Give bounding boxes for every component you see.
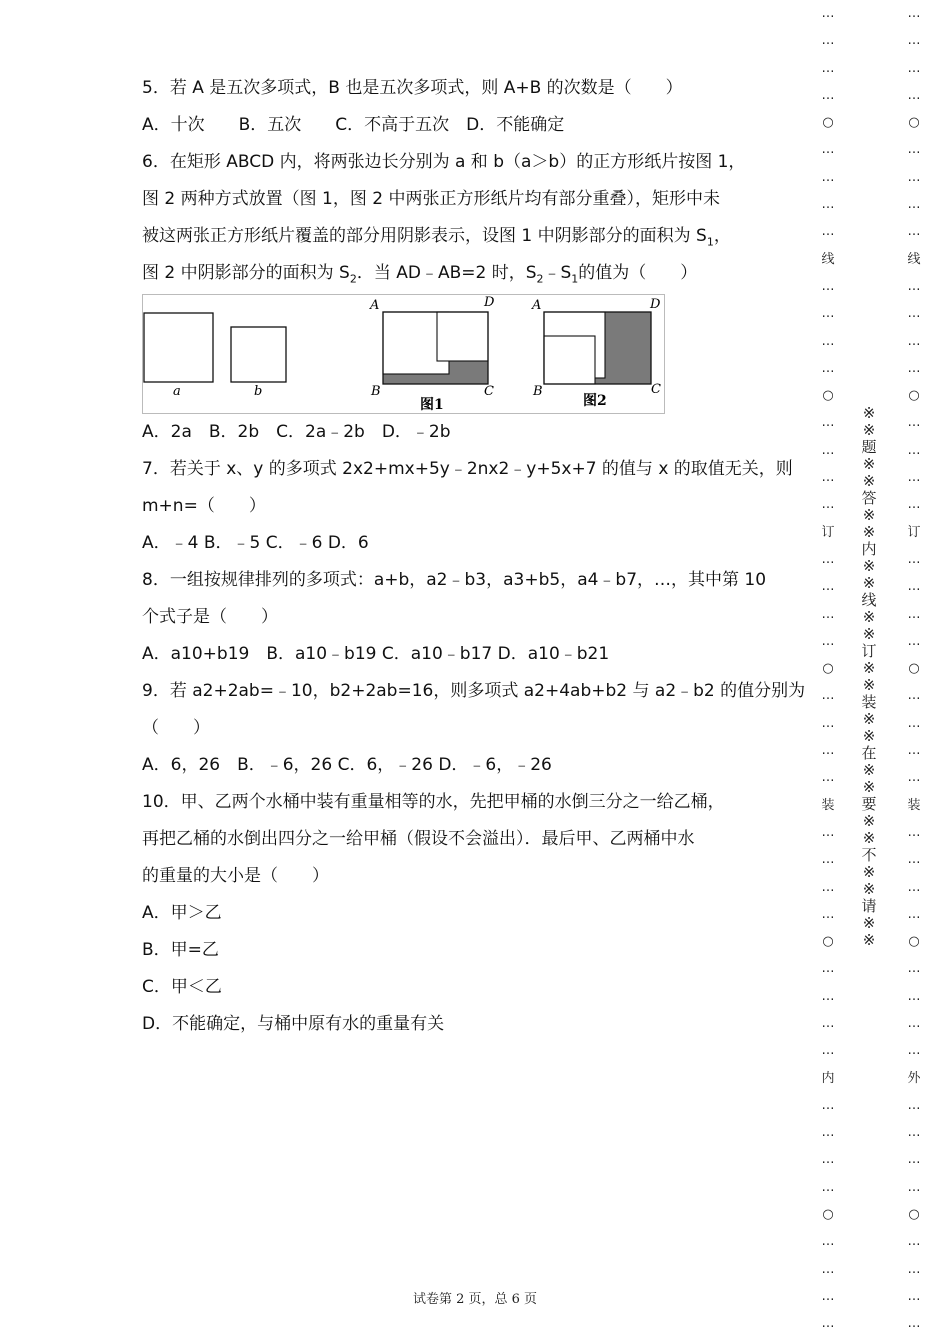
margin-inner-mark-2: … [821, 60, 835, 76]
warning-char-8: 内 [861, 540, 877, 558]
warning-char-16: ※ [862, 676, 876, 694]
margin-inner-mark-41: … [821, 1125, 835, 1141]
margin-outer-mark-9: 线 [907, 251, 921, 267]
fig1-label-C: C [484, 384, 494, 399]
margin-outer-mark-42: … [907, 1152, 921, 1168]
q6-l4-a: 图 2 中阴影部分的面积为 S [142, 263, 350, 283]
margin-inner-mark-26: … [821, 715, 835, 731]
warning-char-15: ※ [862, 659, 876, 677]
margin-inner-mark-39: 内 [821, 1070, 835, 1086]
margin-outer-mark-27: … [907, 743, 921, 759]
warning-char-27: ※ [862, 863, 876, 881]
fig2-square-b [544, 336, 595, 384]
question-6-line-3 [142, 218, 777, 255]
margin-inner-mark-28: … [821, 770, 835, 786]
label-b: b [254, 384, 263, 399]
margin-inner-mark-17: … [821, 470, 835, 486]
margin-outer-mark-4: ○ [908, 115, 920, 131]
question-8-stem-2: 个式子是（ ） [142, 607, 278, 627]
margin-outer-mark-21: … [907, 579, 921, 595]
margin-inner-mark-19: 订 [821, 524, 835, 540]
margin-outer-mark-10: … [907, 278, 921, 294]
warning-char-7: ※ [862, 523, 876, 541]
warning-char-22: ※ [862, 778, 876, 796]
margin-outer-mark-11: … [907, 306, 921, 322]
question-6-line-1: 6．在矩形 ABCD 内，将两张边长分别为 a 和 b（a＞b）的正方形纸片按图 1， [142, 152, 746, 172]
margin-inner-mark-23: … [821, 633, 835, 649]
warning-char-11: 线 [861, 591, 877, 609]
margin-outer-mark-20: … [907, 551, 921, 567]
margin-outer-mark-24: ○ [908, 661, 920, 677]
question-7-stem: 7．若关于 x、y 的多项式 2x2+mx+5y﹣2nx2﹣y+5x+7 的值与 x 的取值无关，则 [142, 459, 793, 479]
margin-outer-mark-33: … [907, 906, 921, 922]
warning-char-25: ※ [862, 829, 876, 847]
margin-outer-mark-41: … [907, 1125, 921, 1141]
margin-outer-mark-16: … [907, 442, 921, 458]
warning-char-17: 装 [861, 693, 877, 711]
margin-inner-mark-43: … [821, 1179, 835, 1195]
margin-inner-mark-20: … [821, 551, 835, 567]
margin-inner-mark-13: … [821, 360, 835, 376]
question-9-stem: 9．若 a2+2ab=﹣10，b2+2ab=16，则多项式 a2+4ab+b2 与 a2﹣b2 的值分别为 [142, 681, 806, 701]
page-footer: 试卷第 2 页，总 6 页 [412, 1292, 538, 1307]
margin-inner-mark-0: … [821, 6, 835, 21]
margin-inner-mark-44: ○ [822, 1207, 834, 1223]
question-10-line-2: 再把乙桶的水倒出四分之一给甲桶（假设不会溢出）．最后甲、乙两桶中水 [142, 829, 695, 849]
warning-char-1: ※ [862, 421, 876, 439]
question-10-option-a: A．甲＞乙 [142, 903, 222, 923]
question-9-options: A．6，26 B．﹣6，26 C．6，﹣26 D．﹣6，﹣26 [142, 755, 552, 775]
margin-outer-mark-23: … [907, 633, 921, 649]
margin-inner-mark-5: … [821, 142, 835, 158]
question-list [142, 70, 806, 1043]
fig1-square-b [437, 312, 488, 361]
fig1-label-D: D [484, 295, 495, 310]
margin-inner-mark-29: 装 [821, 797, 835, 813]
warning-char-3: ※ [862, 455, 876, 473]
question-6-options: A．2a B．2b C．2a﹣2b D．﹣2b [142, 422, 451, 442]
margin-inner-mark-15: … [821, 415, 835, 431]
warning-char-28: ※ [862, 880, 876, 898]
margin-outer-mark-15: … [907, 415, 921, 431]
margin-outer-mark-30: … [907, 824, 921, 840]
margin-outer-mark-19: 订 [907, 524, 921, 540]
fig1-label-A: A [370, 298, 380, 313]
question-6-line-4 [142, 255, 777, 292]
margin-inner-mark-16: … [821, 442, 835, 458]
margin-outer-mark-6: … [907, 169, 921, 185]
margin-inner-mark-31: … [821, 852, 835, 868]
warning-char-29: 请 [861, 897, 877, 915]
question-7-stem-2: m+n=（ ） [142, 496, 266, 516]
margin-outer-mark-13: … [907, 360, 921, 376]
margin-inner-mark-3: … [821, 87, 835, 103]
margin-inner-mark-12: … [821, 333, 835, 349]
warning-char-13: ※ [862, 625, 876, 643]
q6-l3-text: 被这两张正方形纸片覆盖的部分用阴影表示，设图 1 中阴影部分的面积为 S [142, 226, 707, 246]
margin-outer-mark-45: … [907, 1234, 921, 1250]
warning-char-21: ※ [862, 761, 876, 779]
margin-inner-mark-25: … [821, 688, 835, 704]
margin-outer-mark-31: … [907, 852, 921, 868]
margin-outer-mark-40: … [907, 1097, 921, 1113]
warning-char-20: 在 [861, 744, 877, 762]
q6-l3-post: ， [713, 226, 731, 246]
binding-margin-outer [902, 0, 926, 1344]
fig2-label-B: B [533, 384, 543, 399]
margin-inner-mark-32: … [821, 879, 835, 895]
margin-inner-mark-30: … [821, 824, 835, 840]
warning-char-18: ※ [862, 710, 876, 728]
margin-outer-mark-47: … [907, 1288, 921, 1304]
square-b [231, 327, 286, 382]
margin-outer-mark-12: … [907, 333, 921, 349]
warning-char-31: ※ [862, 931, 876, 949]
warning-char-23: 要 [861, 795, 877, 813]
question-5-stem: 5．若 A 是五次多项式，B 也是五次多项式，则 A+B 的次数是（ ） [142, 78, 683, 98]
margin-inner-mark-37: … [821, 1015, 835, 1031]
warning-char-14: 订 [861, 642, 877, 660]
margin-outer-mark-2: … [907, 60, 921, 76]
margin-outer-mark-7: … [907, 197, 921, 213]
margin-outer-mark-1: … [907, 33, 921, 49]
warning-char-2: 题 [861, 438, 877, 456]
q6-l4-c: ﹣S [543, 263, 572, 283]
margin-inner-mark-22: … [821, 606, 835, 622]
margin-outer-mark-46: … [907, 1261, 921, 1277]
question-10-option-c: C．甲＜乙 [142, 977, 222, 997]
warning-char-26: 不 [861, 846, 877, 864]
margin-inner-mark-46: … [821, 1261, 835, 1277]
margin-inner-mark-38: … [821, 1043, 835, 1059]
margin-inner-mark-6: … [821, 169, 835, 185]
margin-inner-mark-24: ○ [822, 661, 834, 677]
margin-inner-mark-47: … [821, 1288, 835, 1304]
question-8-stem: 8．一组按规律排列的多项式：a+b，a2﹣b3，a3+b5，a4﹣b7，…，其中第 10 [142, 570, 767, 590]
margin-outer-mark-39: 外 [907, 1070, 921, 1086]
margin-inner-mark-27: … [821, 743, 835, 759]
margin-outer-mark-32: … [907, 879, 921, 895]
margin-outer-mark-25: … [907, 688, 921, 704]
question-10-option-d: D．不能确定，与桶中原有水的重量有关 [142, 1014, 445, 1034]
margin-inner-mark-11: … [821, 306, 835, 322]
margin-inner-mark-34: ○ [822, 934, 834, 950]
margin-inner-mark-14: ○ [822, 388, 834, 404]
q6-l4-sub1: 2 [349, 272, 357, 286]
margin-outer-mark-22: … [907, 606, 921, 622]
margin-outer-mark-48: … [907, 1316, 921, 1332]
question-10-option-b: B．甲=乙 [142, 940, 219, 960]
fig2-label-D: D [650, 297, 661, 312]
question-8-options: A．a10+b19 B．a10﹣b19 C．a10﹣b17 D．a10﹣b21 [142, 644, 610, 664]
margin-outer-mark-26: … [907, 715, 921, 731]
margin-outer-mark-17: … [907, 470, 921, 486]
warning-char-19: ※ [862, 727, 876, 745]
margin-inner-mark-42: … [821, 1152, 835, 1168]
warning-char-0: ※ [862, 404, 876, 422]
warning-char-9: ※ [862, 557, 876, 575]
q6-l4-sub3: 1 [571, 272, 579, 286]
warning-char-10: ※ [862, 574, 876, 592]
no-answer-warning [859, 405, 879, 949]
margin-inner-mark-18: … [821, 497, 835, 513]
margin-inner-mark-48: … [821, 1316, 835, 1332]
margin-outer-mark-29: 装 [907, 797, 921, 813]
margin-outer-mark-37: … [907, 1015, 921, 1031]
margin-outer-mark-34: ○ [908, 934, 920, 950]
binding-margin-inner [816, 0, 840, 1344]
margin-inner-mark-10: … [821, 278, 835, 294]
fig2-label-A: A [532, 298, 542, 313]
margin-outer-mark-38: … [907, 1043, 921, 1059]
fig2-label-C: C [651, 382, 661, 397]
warning-char-12: ※ [862, 608, 876, 626]
margin-inner-mark-4: ○ [822, 115, 834, 131]
q6-l3-sub: 1 [706, 235, 714, 249]
question-6-line-2: 图 2 两种方式放置（图 1，图 2 中两张正方形纸片均有部分重叠），矩形中未 [142, 189, 720, 209]
warning-char-5: 答 [861, 489, 877, 507]
question-9-stem-2: （ ） [142, 718, 210, 738]
fig2-caption: 图2 [583, 393, 607, 409]
fig1-caption: 图1 [420, 397, 444, 413]
margin-outer-mark-18: … [907, 497, 921, 513]
margin-outer-mark-8: … [907, 224, 921, 240]
question-10-line-3: 的重量的大小是（ ） [142, 866, 329, 886]
warning-char-24: ※ [862, 812, 876, 830]
margin-outer-mark-0: … [907, 6, 921, 21]
margin-inner-mark-36: … [821, 988, 835, 1004]
margin-inner-mark-9: 线 [821, 251, 835, 267]
margin-inner-mark-33: … [821, 906, 835, 922]
margin-outer-mark-5: … [907, 142, 921, 158]
margin-inner-mark-40: … [821, 1097, 835, 1113]
margin-inner-mark-8: … [821, 224, 835, 240]
warning-char-30: ※ [862, 914, 876, 932]
margin-inner-mark-45: … [821, 1234, 835, 1250]
margin-inner-mark-7: … [821, 197, 835, 213]
margin-inner-mark-1: … [821, 33, 835, 49]
warning-char-6: ※ [862, 506, 876, 524]
squares-figure [143, 295, 666, 415]
margin-inner-mark-35: … [821, 961, 835, 977]
q6-l4-sub2: 2 [536, 272, 544, 286]
margin-outer-mark-3: … [907, 87, 921, 103]
warning-char-4: ※ [862, 472, 876, 490]
label-a: a [173, 384, 181, 399]
margin-outer-mark-43: … [907, 1179, 921, 1195]
q6-l4-b: ．当 AD﹣AB=2 时，S [356, 263, 537, 283]
question-6-figure [142, 294, 665, 414]
margin-outer-mark-35: … [907, 961, 921, 977]
margin-outer-mark-36: … [907, 988, 921, 1004]
margin-outer-mark-44: ○ [908, 1207, 920, 1223]
margin-inner-mark-21: … [821, 579, 835, 595]
margin-outer-mark-28: … [907, 770, 921, 786]
question-5-options: A．十次 B．五次 C．不高于五次 D．不能确定 [142, 115, 565, 135]
q6-l4-d: 的值为（ ） [578, 263, 698, 283]
margin-outer-mark-14: ○ [908, 388, 920, 404]
square-a [144, 313, 213, 382]
question-10-line-1: 10．甲、乙两个水桶中装有重量相等的水，先把甲桶的水倒三分之一给乙桶， [142, 792, 725, 812]
fig1-label-B: B [371, 384, 381, 399]
question-7-options: A．﹣4 B．﹣5 C．﹣6 D．6 [142, 533, 369, 553]
